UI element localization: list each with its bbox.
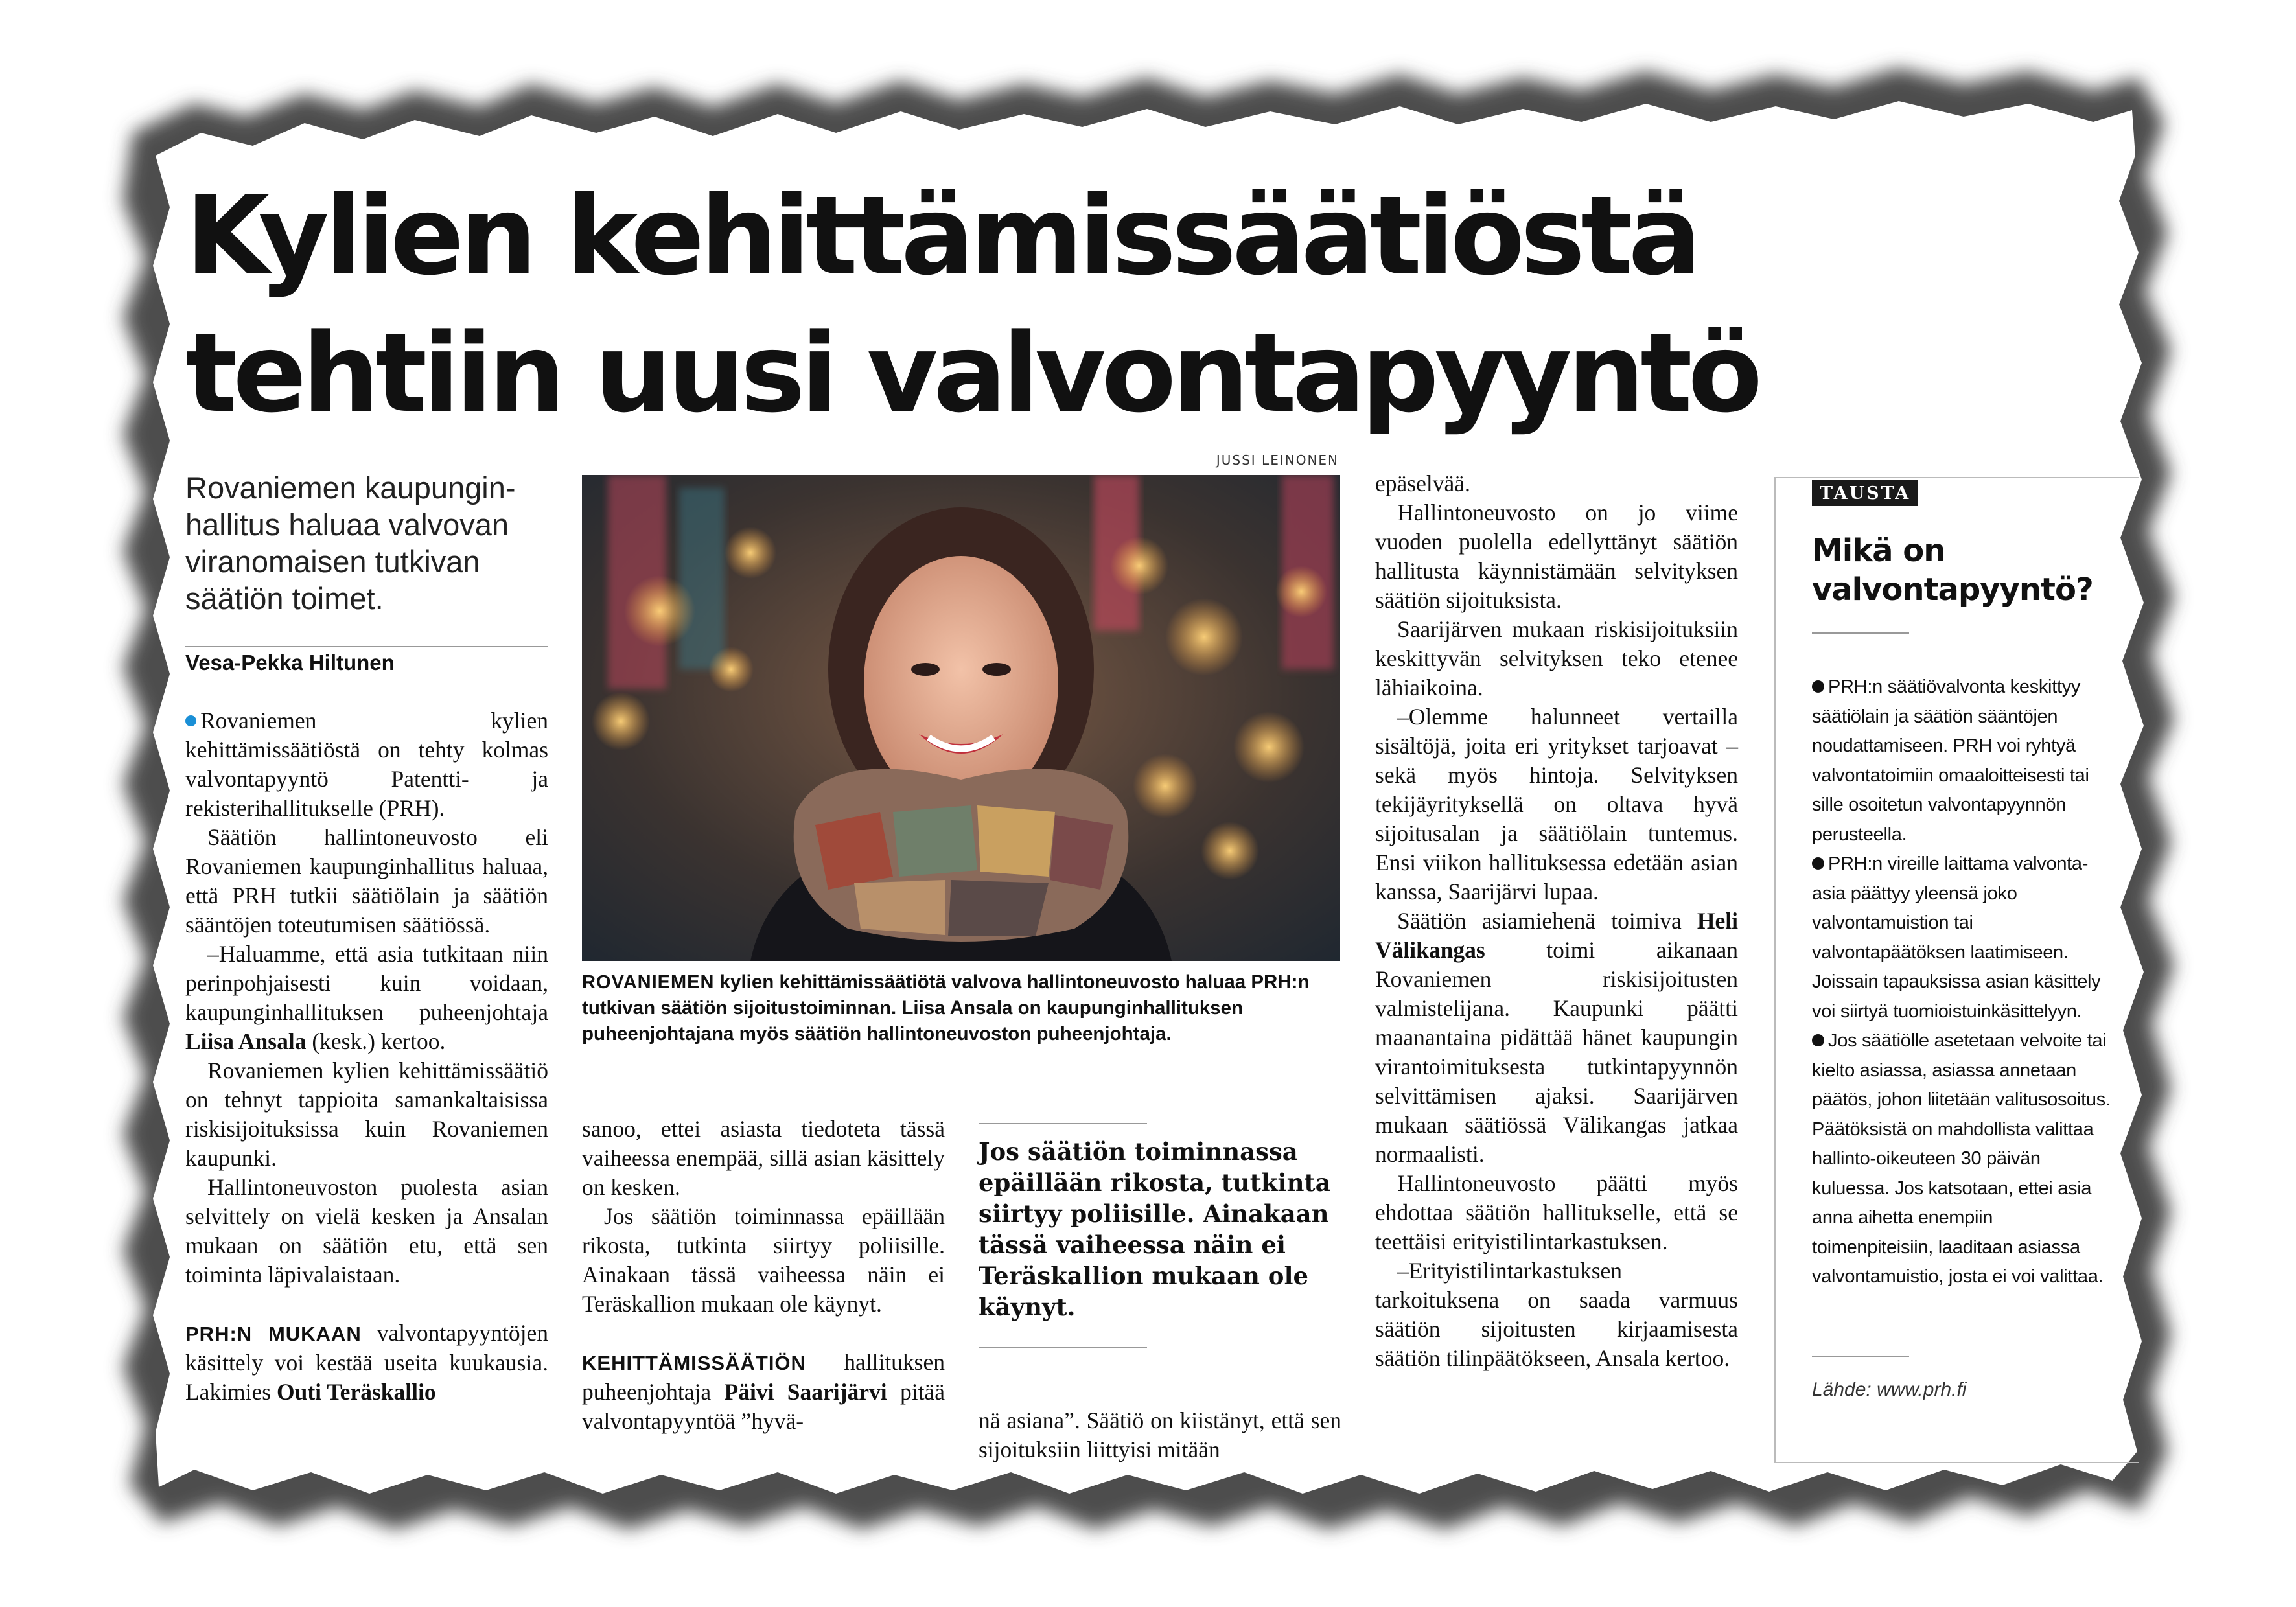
sidebar-bullet: Jos säätiölle asetetaan velvoite tai kielto asiassa, asiassa annetaan päätös, johon liitetään valitusosoitus. Päätöksistä on mahdollista valittaa hallinto-oikeuteen 30 päivän kuluessa. Jos katsotaan, ettei asia anna aihetta enempiin toimenpiteisiin, laaditaan asiassa valvontamuistio, josta ei voi valittaa. xyxy=(1812,1030,2111,1287)
photo-credit: JUSSI LEINONEN xyxy=(1216,452,1339,468)
article-column-1 xyxy=(185,706,548,1407)
byline: Vesa-Pekka Hiltunen xyxy=(185,651,395,675)
body-paragraph: PRH:N MUKAAN valvontapyyntöjen käsittely voi kestää useita kuukausia. Lakimies Outi Teräskallio xyxy=(185,1320,548,1405)
headline-line-2: tehtiin uusi valvontapyyntö xyxy=(185,310,1758,437)
pullquote-rule-top xyxy=(979,1123,1147,1124)
pullquote-rule-bottom xyxy=(979,1347,1147,1348)
sidebar-source-divider xyxy=(1812,1356,1909,1357)
body-paragraph: Säätiön hallintoneuvosto eli Rovaniemen kaupunginhallitus haluaa, että PRH tutkii säätiölain ja säätiön sääntöjen toteutumisen säätiössä. xyxy=(185,824,548,938)
lead-divider xyxy=(185,646,548,647)
body-paragraph: Rovaniemen kylien kehittämissäätiöstä on tehty kolmas valvontapyyntö Patentti- ja rekisterihallitukselle (PRH). xyxy=(185,708,548,821)
bullet-icon xyxy=(1812,680,1824,693)
pull-quote: Jos säätiön toiminnassa epäillään rikosta, tutkinta siirtyy poliisille. Ainakaan tässä vaiheessa näin ei Teräskallion mukaan ole käynyt. xyxy=(979,1137,1331,1321)
body-paragraph: KEHITTÄMISSÄÄTIÖN hallituksen puheenjohtaja Päivi Saarijärvi pitää valvontapyyntöä ”hyvä- xyxy=(582,1349,945,1434)
person-name: Outi Teräskallio xyxy=(276,1379,436,1405)
bullet-icon xyxy=(1812,1034,1824,1046)
sidebar-bullet: PRH:n vireille laittama valvonta-asia päättyy yleensä joko valvontamuistion tai valvontapäätöksen laatimiseen. Joissain tapauksissa asian käsittely voi siirtyä tuomioistuinkäsittelyyn. xyxy=(1812,853,2101,1022)
section-lead-in: PRH:N MUKAAN xyxy=(185,1323,362,1345)
sidebar-bullet: PRH:n säätiövalvonta keskittyy säätiölain ja säätiön sääntöjen noudattamiseen. PRH voi ryhtyä valvontatoimiin omaaloitteisesti tai sille osoitetun valvontapyynnön perusteella. xyxy=(1812,676,2089,845)
portrait-photo xyxy=(582,475,1340,961)
lead-line: Rovaniemen kaupungin- xyxy=(185,470,516,505)
caption-lead-in: ROVANIEMEN xyxy=(582,972,715,993)
person-name: Päivi Saarijärvi xyxy=(724,1379,887,1405)
lead-line: säätiön toimet. xyxy=(185,581,384,616)
body-paragraph: Saarijärven mukaan riskisijoituksiin keskittyvän selvityksen teko etenee lähiaikoina. xyxy=(1375,616,1738,700)
body-paragraph: Rovaniemen kylien kehittämissäätiö on tehnyt tappioita samankaltaisissa riskisijoituksissa kuin Rovaniemen kaupunki. xyxy=(185,1058,548,1171)
body-paragraph: Hallintoneuvosto päätti myös ehdottaa säätiön hallitukselle, että se teettäisi erityistilintarkastuksen. xyxy=(1375,1170,1738,1254)
bullet-icon xyxy=(1812,857,1824,870)
sidebar-body xyxy=(1812,673,2116,1292)
article-column-4 xyxy=(1375,469,1738,1373)
bullet-dot-icon xyxy=(185,715,196,726)
body-paragraph: –Haluamme, että asia tutkitaan niin perinpohjaisesti kuin voidaan, kaupunginhallituksen puheenjohtaja Liisa Ansala (kesk.) kertoo. xyxy=(185,941,548,1054)
photo-caption xyxy=(582,969,1340,1047)
lead-paragraph xyxy=(185,469,561,617)
caption-text: kylien kehittämissäätiötä valvova hallintoneuvosto haluaa PRH:n tutkivan säätiön sijoitustoiminnan. Liisa Ansala on kaupunginhallituksen puheenjohtajana myös säätiön hallintoneuvoston puheenjohtaja. xyxy=(582,971,1310,1045)
portrait-photo-image xyxy=(582,475,1340,961)
body-paragraph: sanoo, ettei asiasta tiedoteta tässä vaiheessa enempää, sillä asian käsittely on kesken. xyxy=(582,1116,945,1200)
person-name: Heli Välikangas xyxy=(1375,908,1738,963)
body-paragraph: –Erityistilintarkastuksen tarkoituksena on saada varmuus säätiön sijoitusten kirjaamisesta säätiön tilinpäätökseen, Ansala kertoo. xyxy=(1375,1258,1738,1371)
body-paragraph: Säätiön asiamiehenä toimiva Heli Välikangas toimi aikanaan Rovaniemen riskisijoitusten valmistelijana. Kaupunki päätti maanantaina pidättää hänet kaupungin virantoimituksesta tutkintapyynnön selvittämisen ajaksi. Saarijärven mukaan säätiössä Välikangas jatkaa normaalisti. xyxy=(1375,908,1739,1167)
section-lead-in: KEHITTÄMISSÄÄTIÖN xyxy=(582,1352,806,1374)
person-name: Liisa Ansala xyxy=(185,1028,307,1054)
lead-line: hallitus haluaa valvovan xyxy=(185,507,509,542)
article-column-3 xyxy=(979,1406,1341,1464)
sidebar-tag: TAUSTA xyxy=(1812,480,1918,506)
sidebar-source: Lähde: www.prh.fi xyxy=(1812,1379,1967,1400)
body-paragraph: Hallintoneuvosto on jo viime vuoden puolella edellyttänyt säätiön hallitusta käynnistämään selvityksen säätiön sijoituksista. xyxy=(1375,500,1738,613)
body-paragraph: Hallintoneuvoston puolesta asian selvittely on vielä kesken ja Ansalan mukaan on säätiön etu, että sen toiminta läpivalaistaan. xyxy=(185,1174,548,1288)
body-paragraph: epäselvää. xyxy=(1375,470,1470,496)
body-paragraph: Jos säätiön toiminnassa epäillään rikosta, tutkinta siirtyy poliisille. Ainakaan tässä vaiheessa näin ei Teräskallion mukaan ole käynyt. xyxy=(582,1203,945,1317)
body-paragraph: nä asiana”. Säätiö on kiistänyt, että sen sijoituksiin liittyisi mitään xyxy=(979,1407,1341,1462)
headline-line-1: Kylien kehittämissäätiöstä xyxy=(185,172,1697,299)
body-paragraph: –Olemme halunneet vertailla sisältöjä, joita eri yritykset tarjoavat –sekä myös hintoja. Selvityksen tekijäyrityksellä on oltava hyvä sijoitusalan ja säätiölain tuntemus. Ensi viikon hallituksessa edetään asian kanssa, Saarijärvi lupaa. xyxy=(1375,704,1738,905)
sidebar-divider xyxy=(1812,632,1909,634)
sidebar-title: Mikä on valvontapyyntö? xyxy=(1812,533,2093,608)
lead-line: viranomaisen tutkivan xyxy=(185,544,480,579)
headline xyxy=(185,167,1758,442)
article-column-2 xyxy=(582,1115,945,1436)
